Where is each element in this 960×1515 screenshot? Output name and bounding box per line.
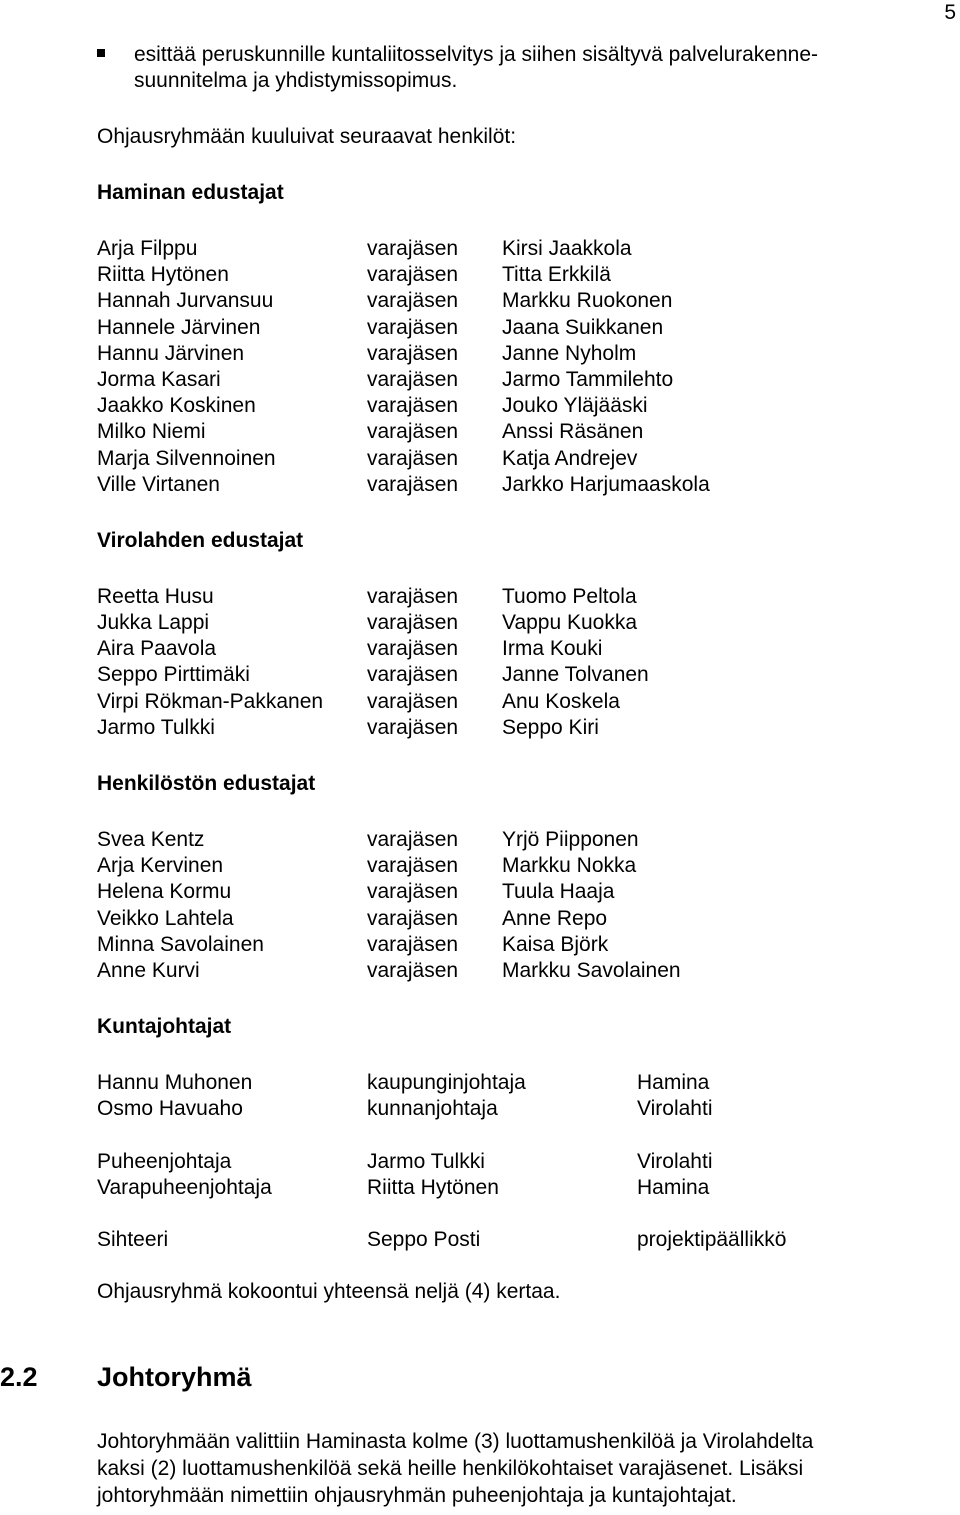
role-label: Riitta Hytönen xyxy=(367,1175,499,1199)
role-label: varajäsen xyxy=(367,854,459,878)
deputy-name: Anu Koskela xyxy=(502,689,620,713)
deputy-name: Kaisa Björk xyxy=(502,932,609,956)
table-row xyxy=(97,610,947,636)
member-name: Seppo Pirttimäki xyxy=(97,663,250,687)
deputy-name: Anne Repo xyxy=(502,906,608,930)
member-name: Aira Paavola xyxy=(97,637,217,661)
deputy-name: Hamina xyxy=(637,1175,710,1199)
document-body xyxy=(97,42,947,1305)
deputy-name: Virolahti xyxy=(637,1097,713,1121)
table-row xyxy=(97,236,947,262)
deputy-name: Anssi Räsänen xyxy=(502,420,644,444)
table-row xyxy=(97,1096,947,1122)
table-row xyxy=(97,419,947,445)
role-label: varajäsen xyxy=(367,689,459,713)
table-row xyxy=(97,393,947,419)
deputy-name: Virolahti xyxy=(637,1149,713,1173)
table-row xyxy=(97,1149,947,1175)
deputy-name: Jarmo Tammilehto xyxy=(502,367,674,391)
deputy-name: Jouko Yläjääski xyxy=(502,394,648,418)
deputy-name: Markku Savolainen xyxy=(502,958,681,982)
table-row xyxy=(97,1070,947,1096)
member-name: Virpi Rökman-Pakkanen xyxy=(97,689,324,713)
member-name: Jarmo Tulkki xyxy=(97,715,215,739)
deputy-name: projektipäällikkö xyxy=(637,1227,787,1251)
table-row xyxy=(97,446,947,472)
role-label: varajäsen xyxy=(367,472,459,496)
member-name: Helena Kormu xyxy=(97,880,232,904)
table-row xyxy=(97,853,947,879)
table-row xyxy=(97,715,947,741)
member-name: Sihteeri xyxy=(97,1227,169,1251)
table-row xyxy=(97,472,947,498)
bullet-line-1: esittää peruskunnille kuntaliitosselvitys ja siihen sisältyvä palvelurakenne- xyxy=(134,43,819,66)
group-heading: Virolahden edustajat xyxy=(97,528,304,552)
member-list xyxy=(97,236,947,498)
member-name: Anne Kurvi xyxy=(97,958,200,982)
table-row xyxy=(97,262,947,288)
deputy-name: Jaana Suikkanen xyxy=(502,315,664,339)
member-name: Veikko Lahtela xyxy=(97,906,234,930)
member-name: Jorma Kasari xyxy=(97,367,221,391)
table-row xyxy=(97,827,947,853)
table-row xyxy=(97,958,947,984)
member-name: Jaakko Koskinen xyxy=(97,394,256,418)
kuntajohtajat-heading: Kuntajohtajat xyxy=(97,1015,232,1039)
table-row xyxy=(97,288,947,314)
member-name: Riitta Hytönen xyxy=(97,263,229,287)
paragraph-line-2: kaksi (2) luottamushenkilöä sekä heille henkilökohtaiset varajäsenet. Lisäksi xyxy=(97,1457,804,1480)
member-name: Hannele Järvinen xyxy=(97,315,261,339)
role-label: varajäsen xyxy=(367,289,459,313)
kuntajohtajat-list xyxy=(97,1070,947,1122)
closing-text: Ohjausryhmä kokoontui yhteensä neljä (4) kertaa. xyxy=(97,1280,561,1304)
member-list xyxy=(97,584,947,741)
deputy-name: Markku Ruokonen xyxy=(502,289,673,313)
member-name: Hannah Jurvansuu xyxy=(97,289,274,313)
bullet-item xyxy=(97,42,947,94)
table-row xyxy=(97,1227,947,1253)
table-row xyxy=(97,879,947,905)
role-label: Seppo Posti xyxy=(367,1227,481,1251)
table-row xyxy=(97,341,947,367)
table-row xyxy=(97,315,947,341)
member-name: Puheenjohtaja xyxy=(97,1149,232,1173)
member-name: Arja Kervinen xyxy=(97,854,224,878)
group-heading: Henkilöstön edustajat xyxy=(97,772,316,795)
deputy-name: Yrjö Piipponen xyxy=(502,828,639,851)
deputy-name: Tuomo Peltola xyxy=(502,584,637,608)
role-label: Jarmo Tulkki xyxy=(367,1149,485,1173)
section-number: 2.2 xyxy=(0,1362,38,1392)
table-row xyxy=(97,367,947,393)
deputy-name: Vappu Kuokka xyxy=(502,611,638,635)
square-bullet-icon xyxy=(97,49,105,57)
role-label: varajäsen xyxy=(367,958,459,982)
role-label: varajäsen xyxy=(367,637,459,661)
deputy-name: Markku Nokka xyxy=(502,854,637,878)
table-row xyxy=(97,1175,947,1201)
member-name: Svea Kentz xyxy=(97,828,205,851)
member-name: Milko Niemi xyxy=(97,420,206,444)
deputy-name: Hamina xyxy=(637,1071,710,1095)
role-label: varajäsen xyxy=(367,906,459,930)
member-name: Hannu Järvinen xyxy=(97,341,245,365)
chair-list xyxy=(97,1149,947,1201)
role-label: varajäsen xyxy=(367,584,459,608)
table-row xyxy=(97,584,947,610)
table-row xyxy=(97,662,947,688)
deputy-name: Katja Andrejev xyxy=(502,446,638,470)
member-name: Jukka Lappi xyxy=(97,611,210,635)
role-label: varajäsen xyxy=(367,394,459,418)
member-name: Varapuheenjohtaja xyxy=(97,1175,272,1199)
role-label: varajäsen xyxy=(367,611,459,635)
section-heading xyxy=(0,1364,252,1390)
table-row xyxy=(97,906,947,932)
member-name: Arja Filppu xyxy=(97,237,198,260)
member-name: Osmo Havuaho xyxy=(97,1097,243,1121)
member-list xyxy=(97,827,947,984)
deputy-name: Titta Erkkilä xyxy=(502,263,611,287)
role-label: varajäsen xyxy=(367,446,459,470)
role-label: varajäsen xyxy=(367,263,459,287)
member-name: Reetta Husu xyxy=(97,584,214,608)
role-label: varajäsen xyxy=(367,932,459,956)
johtoryhma-paragraph xyxy=(97,1428,952,1509)
section-title: Johtoryhmä xyxy=(97,1362,252,1392)
member-name: Minna Savolainen xyxy=(97,932,264,956)
bullet-line-2: suunnitelma ja yhdistymissopimus. xyxy=(134,69,458,92)
role-label: varajäsen xyxy=(367,341,459,365)
role-label: varajäsen xyxy=(367,663,459,687)
role-label: varajäsen xyxy=(367,315,459,339)
table-row xyxy=(97,689,947,715)
deputy-name: Tuula Haaja xyxy=(502,880,615,904)
role-label: kaupunginjohtaja xyxy=(367,1071,526,1095)
table-row xyxy=(97,636,947,662)
role-label: varajäsen xyxy=(367,880,459,904)
role-label: varajäsen xyxy=(367,715,459,739)
member-name: Hannu Muhonen xyxy=(97,1071,253,1095)
role-label: kunnanjohtaja xyxy=(367,1097,498,1121)
deputy-name: Janne Tolvanen xyxy=(502,663,649,687)
table-row xyxy=(97,932,947,958)
role-label: varajäsen xyxy=(367,237,459,260)
member-name: Ville Virtanen xyxy=(97,472,220,496)
role-label: varajäsen xyxy=(367,828,459,851)
paragraph-line-3: johtoryhmään nimettiin ohjausryhmän puheenjohtaja ja kuntajohtajat. xyxy=(97,1484,737,1507)
deputy-name: Kirsi Jaakkola xyxy=(502,237,632,260)
paragraph-line-1: Johtoryhmään valittiin Haminasta kolme (3) luottamushenkilöä ja Virolahdelta xyxy=(97,1430,814,1453)
secretary-list xyxy=(97,1227,947,1253)
deputy-name: Irma Kouki xyxy=(502,637,603,661)
role-label: varajäsen xyxy=(367,420,459,444)
deputy-name: Jarkko Harjumaaskola xyxy=(502,472,710,496)
member-sections xyxy=(97,180,947,984)
page-number: 5 xyxy=(944,1,956,24)
intro-text: Ohjausryhmään kuuluivat seuraavat henkilöt: xyxy=(97,125,517,148)
role-label: varajäsen xyxy=(367,367,459,391)
member-name: Marja Silvennoinen xyxy=(97,446,276,470)
group-heading: Haminan edustajat xyxy=(97,181,284,204)
deputy-name: Janne Nyholm xyxy=(502,341,637,365)
deputy-name: Seppo Kiri xyxy=(502,715,599,739)
